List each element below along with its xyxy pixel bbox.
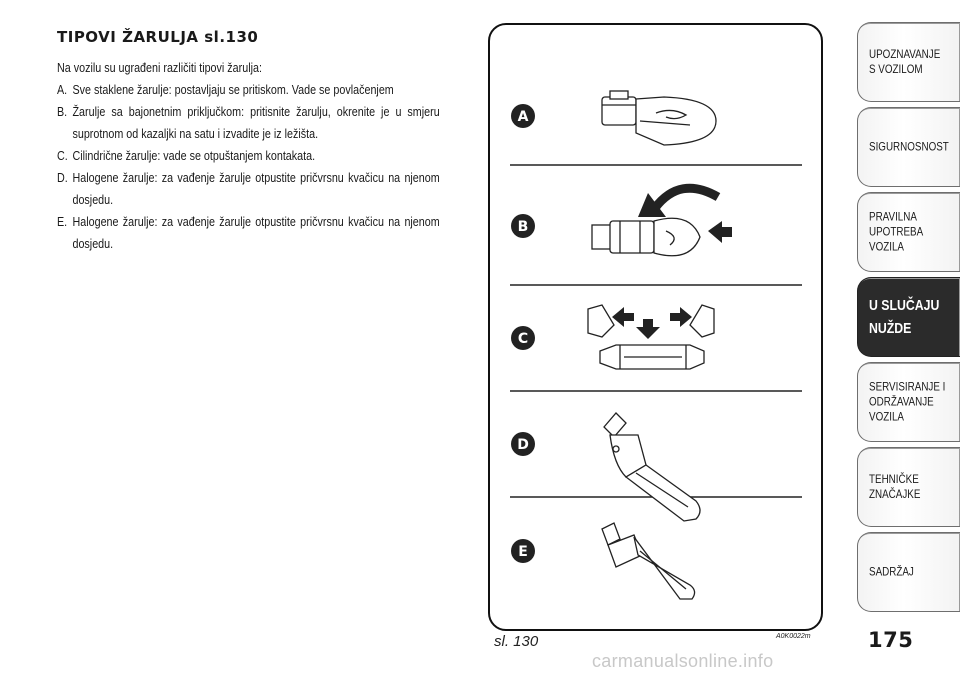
- svg-text:C: C: [517, 331, 529, 347]
- wedge-bulb-icon: [602, 91, 716, 145]
- label-d: [511, 432, 535, 456]
- figure-caption: sl. 130: [494, 633, 539, 650]
- label-a: [511, 104, 535, 128]
- svg-text:E: E: [518, 544, 528, 560]
- list-item: D. Halogene žarulje: za vađenje žarulje otpustite pričvrsnu kvačicu na njenom dosjedu.: [57, 171, 440, 207]
- halogen-h7-bulb-icon: [602, 523, 695, 599]
- intro-text: Na vozilu su ugrađeni različiti tipovi žarulja:: [57, 61, 262, 75]
- page-number: 175: [868, 628, 914, 652]
- tab-servisiranje[interactable]: [857, 362, 960, 442]
- list-item: E. Halogene žarulje: za vađenje žarulje otpustite pričvrsnu kvačicu na njenom dosjedu.: [57, 215, 440, 251]
- section-heading: TIPOVI ŽARULJA sl.130: [57, 28, 259, 46]
- halogen-h4-bulb-icon: [604, 413, 700, 521]
- tab-tehnicke-znacajke[interactable]: [857, 447, 960, 527]
- label-e: [511, 539, 535, 563]
- label-c: [511, 326, 535, 350]
- tab-label: SERVISIRANJE I ODRŽAVANJE VOZILA: [869, 379, 946, 424]
- tab-upoznavanje[interactable]: [857, 22, 960, 102]
- tab-pravilna-upotreba[interactable]: [857, 192, 960, 272]
- tab-label: PRAVILNA UPOTREBA VOZILA: [869, 209, 924, 254]
- figure-code: A0K0022m: [776, 633, 811, 640]
- bulb-illustration: [490, 25, 821, 629]
- bulb-figure: [488, 23, 823, 631]
- svg-text:B: B: [517, 219, 529, 235]
- chapter-tabs: [857, 22, 960, 617]
- svg-text:A: A: [517, 109, 529, 125]
- list-item: B. Žarulje sa bajonetnim priključkom: pritisnite žarulju, okrenite je u smjeru suprotnom od kazaljki na satu i izvadite je iz ležišta.: [57, 105, 440, 141]
- list-item: A. Sve staklene žarulje: postavljaju se pritiskom. Vade se povlačenjem: [57, 83, 394, 97]
- tab-sigurnosnost[interactable]: [857, 107, 960, 187]
- bulb-type-list: [57, 79, 440, 255]
- tab-label: U SLUČAJU NUŽDE: [869, 297, 940, 337]
- tab-u-slucaju-nuzde[interactable]: [857, 277, 960, 357]
- tab-label: TEHNIČKE ZNAČAJKE: [869, 472, 921, 501]
- tab-label: SIGURNOSNOST: [869, 139, 949, 154]
- label-b: [511, 214, 535, 238]
- watermark: carmanualsonline.info: [592, 651, 774, 671]
- festoon-bulb-icon: [588, 305, 714, 369]
- svg-text:D: D: [517, 437, 529, 453]
- tab-label: SADRŽAJ: [869, 564, 914, 579]
- bayonet-bulb-icon: [592, 188, 732, 256]
- list-item: C. Cilindrične žarulje: vade se otpuštanjem kontakata.: [57, 149, 316, 163]
- tab-label: UPOZNAVANJE S VOZILOM: [869, 47, 941, 76]
- tab-sadrzaj[interactable]: [857, 532, 960, 612]
